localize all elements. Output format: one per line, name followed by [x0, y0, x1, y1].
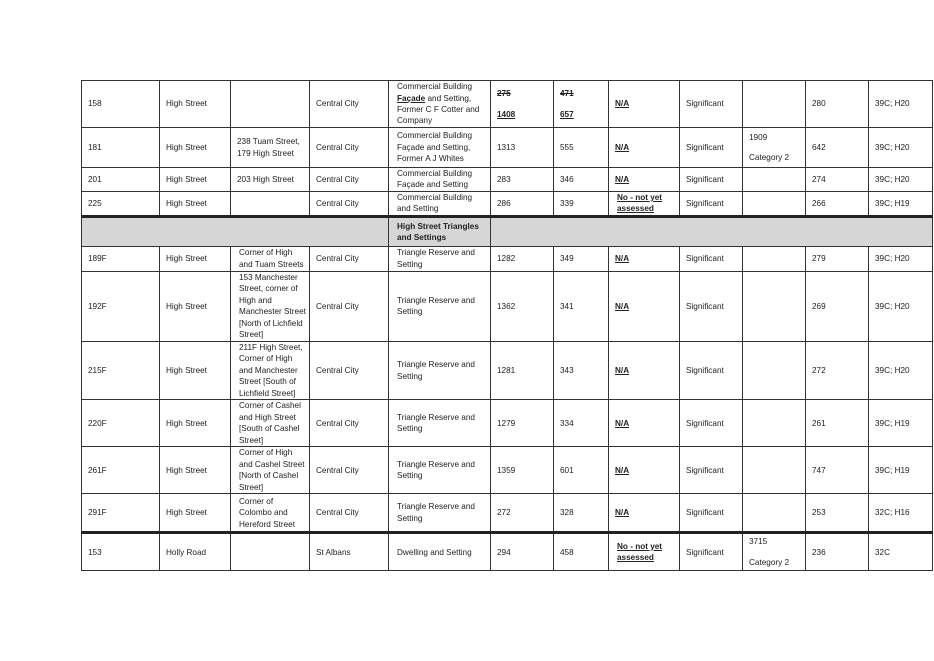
description: Triangle Reserve and Setting — [389, 271, 491, 341]
significance: Significant — [680, 494, 743, 533]
description: Triangle Reserve and Setting — [389, 341, 491, 399]
map-ref: 39C; H20 — [869, 246, 933, 271]
status: No - not yet assessed — [609, 191, 680, 216]
location: Central City — [310, 341, 389, 399]
item-id: 215F — [82, 341, 160, 399]
ref-b: 339 — [554, 191, 609, 216]
significance: Significant — [680, 168, 743, 192]
address: 153 Manchester Street, corner of High and Manchester Street [North of Lichfield Street] — [231, 271, 310, 341]
ref-b: 458 — [554, 533, 609, 571]
ref-b: 349 — [554, 246, 609, 271]
item-id: 192F — [82, 271, 160, 341]
item-id: 291F — [82, 494, 160, 533]
table-row — [82, 271, 933, 341]
location: Central City — [310, 128, 389, 168]
significance: Significant — [680, 271, 743, 341]
table-row — [82, 81, 933, 128]
ref-a: 286 — [491, 191, 554, 216]
item-id: 201 — [82, 168, 160, 192]
street-name: High Street — [160, 494, 231, 533]
ref-b: 346 — [554, 168, 609, 192]
note — [743, 494, 806, 533]
address — [231, 81, 310, 128]
item-id: 220F — [82, 400, 160, 447]
street-name: High Street — [160, 128, 231, 168]
ref-a: 283 — [491, 168, 554, 192]
number: 253 — [806, 494, 869, 533]
ref-a-old: 275 — [497, 89, 511, 99]
description: Commercial Building Façade and Setting — [389, 168, 491, 192]
note — [743, 168, 806, 192]
ref-a — [491, 81, 554, 128]
table-row — [82, 191, 933, 216]
address: 238 Tuam Street, 179 High Street — [231, 128, 310, 168]
status: N/A — [609, 341, 680, 399]
significance: Significant — [680, 246, 743, 271]
map-ref: 39C; H19 — [869, 447, 933, 494]
significance: Significant — [680, 400, 743, 447]
note-year: 1909 — [749, 132, 768, 142]
number: 269 — [806, 271, 869, 341]
number: 747 — [806, 447, 869, 494]
street-name: High Street — [160, 400, 231, 447]
ref-b: 328 — [554, 494, 609, 533]
note — [743, 341, 806, 399]
location: Central City — [310, 447, 389, 494]
location: Central City — [310, 246, 389, 271]
note — [743, 246, 806, 271]
table-row — [82, 128, 933, 168]
location: Central City — [310, 168, 389, 192]
street-name: High Street — [160, 81, 231, 128]
address: Corner of High and Cashel Street [North of Cashel Street] — [231, 447, 310, 494]
ref-a: 1359 — [491, 447, 554, 494]
address: Corner of High and Tuam Streets — [231, 246, 310, 271]
section-header-row — [82, 216, 933, 246]
ref-a: 1282 — [491, 246, 554, 271]
ref-a: 1313 — [491, 128, 554, 168]
description: Triangle Reserve and Setting — [389, 246, 491, 271]
map-ref: 39C; H20 — [869, 341, 933, 399]
significance: Significant — [680, 341, 743, 399]
note — [743, 128, 806, 168]
ref-a: 1281 — [491, 341, 554, 399]
address: Corner of Cashel and High Street [South of Cashel Street] — [231, 400, 310, 447]
location: Central City — [310, 271, 389, 341]
map-ref: 39C; H19 — [869, 191, 933, 216]
ref-a: 1279 — [491, 400, 554, 447]
note — [743, 81, 806, 128]
map-ref: 32C; H16 — [869, 494, 933, 533]
table-row — [82, 494, 933, 533]
street-name: High Street — [160, 246, 231, 271]
number: 274 — [806, 168, 869, 192]
status: N/A — [609, 168, 680, 192]
ref-a: 1362 — [491, 271, 554, 341]
location: Central City — [310, 400, 389, 447]
significance: Significant — [680, 128, 743, 168]
status: N/A — [609, 271, 680, 341]
map-ref: 39C; H20 — [869, 168, 933, 192]
note — [743, 191, 806, 216]
ref-b: 343 — [554, 341, 609, 399]
location: Central City — [310, 81, 389, 128]
number: 280 — [806, 81, 869, 128]
note — [743, 447, 806, 494]
note-number: 3715 — [749, 537, 768, 547]
address — [231, 191, 310, 216]
number: 266 — [806, 191, 869, 216]
heritage-schedule-table — [81, 80, 933, 571]
ref-a: 272 — [491, 494, 554, 533]
description — [389, 81, 491, 128]
status: N/A — [609, 400, 680, 447]
address — [231, 533, 310, 571]
description-line-2: Façade and Setting, Former C F Cotter and Company — [397, 93, 480, 126]
ref-b-new: 657 — [560, 109, 574, 119]
street-name: High Street — [160, 191, 231, 216]
description: Commercial Building Façade and Setting, Former A J Whites — [389, 128, 491, 168]
note — [743, 533, 806, 571]
table-row — [82, 400, 933, 447]
street-name: Holly Road — [160, 533, 231, 571]
section-title: High Street Triangles and Settings — [389, 216, 491, 246]
item-id: 189F — [82, 246, 160, 271]
ref-b: 334 — [554, 400, 609, 447]
ref-b-old: 471 — [560, 89, 574, 99]
street-name: High Street — [160, 447, 231, 494]
status: N/A — [609, 81, 680, 128]
item-id: 261F — [82, 447, 160, 494]
number: 236 — [806, 533, 869, 571]
description: Dwelling and Setting — [389, 533, 491, 571]
description: Triangle Reserve and Setting — [389, 400, 491, 447]
map-ref: 32C — [869, 533, 933, 571]
table-row — [82, 168, 933, 192]
significance: Significant — [680, 533, 743, 571]
status: N/A — [609, 128, 680, 168]
address: Corner of Colombo and Hereford Street — [231, 494, 310, 533]
location: Central City — [310, 494, 389, 533]
number: 261 — [806, 400, 869, 447]
significance: Significant — [680, 81, 743, 128]
number: 272 — [806, 341, 869, 399]
map-ref: 39C; H19 — [869, 400, 933, 447]
status: N/A — [609, 494, 680, 533]
table-row — [82, 341, 933, 399]
ref-b — [554, 81, 609, 128]
ref-b: 601 — [554, 447, 609, 494]
description-line-1: Commercial Building — [397, 82, 473, 92]
significance: Significant — [680, 447, 743, 494]
note — [743, 271, 806, 341]
description: Commercial Building and Setting — [389, 191, 491, 216]
address: 203 High Street — [231, 168, 310, 192]
map-ref: 39C; H20 — [869, 128, 933, 168]
street-name: High Street — [160, 271, 231, 341]
ref-b: 555 — [554, 128, 609, 168]
ref-a: 294 — [491, 533, 554, 571]
status: No - not yet assessed — [609, 533, 680, 571]
ref-b: 341 — [554, 271, 609, 341]
location: Central City — [310, 191, 389, 216]
status: N/A — [609, 447, 680, 494]
street-name: High Street — [160, 168, 231, 192]
table-row — [82, 533, 933, 571]
description: Triangle Reserve and Setting — [389, 447, 491, 494]
significance: Significant — [680, 191, 743, 216]
map-ref: 39C; H20 — [869, 81, 933, 128]
item-id: 158 — [82, 81, 160, 128]
table-row — [82, 246, 933, 271]
number: 642 — [806, 128, 869, 168]
table-row — [82, 447, 933, 494]
address: 211F High Street, Corner of High and Manchester Street [South of Lichfield Street] — [231, 341, 310, 399]
note-category: Category 2 — [749, 557, 790, 567]
ref-a-new: 1408 — [497, 109, 516, 119]
note-category: Category 2 — [749, 153, 790, 162]
item-id: 225 — [82, 191, 160, 216]
item-id: 153 — [82, 533, 160, 571]
number: 279 — [806, 246, 869, 271]
note — [743, 400, 806, 447]
location: St Albans — [310, 533, 389, 571]
description: Triangle Reserve and Setting — [389, 494, 491, 533]
item-id: 181 — [82, 128, 160, 168]
map-ref: 39C; H20 — [869, 271, 933, 341]
street-name: High Street — [160, 341, 231, 399]
status: N/A — [609, 246, 680, 271]
